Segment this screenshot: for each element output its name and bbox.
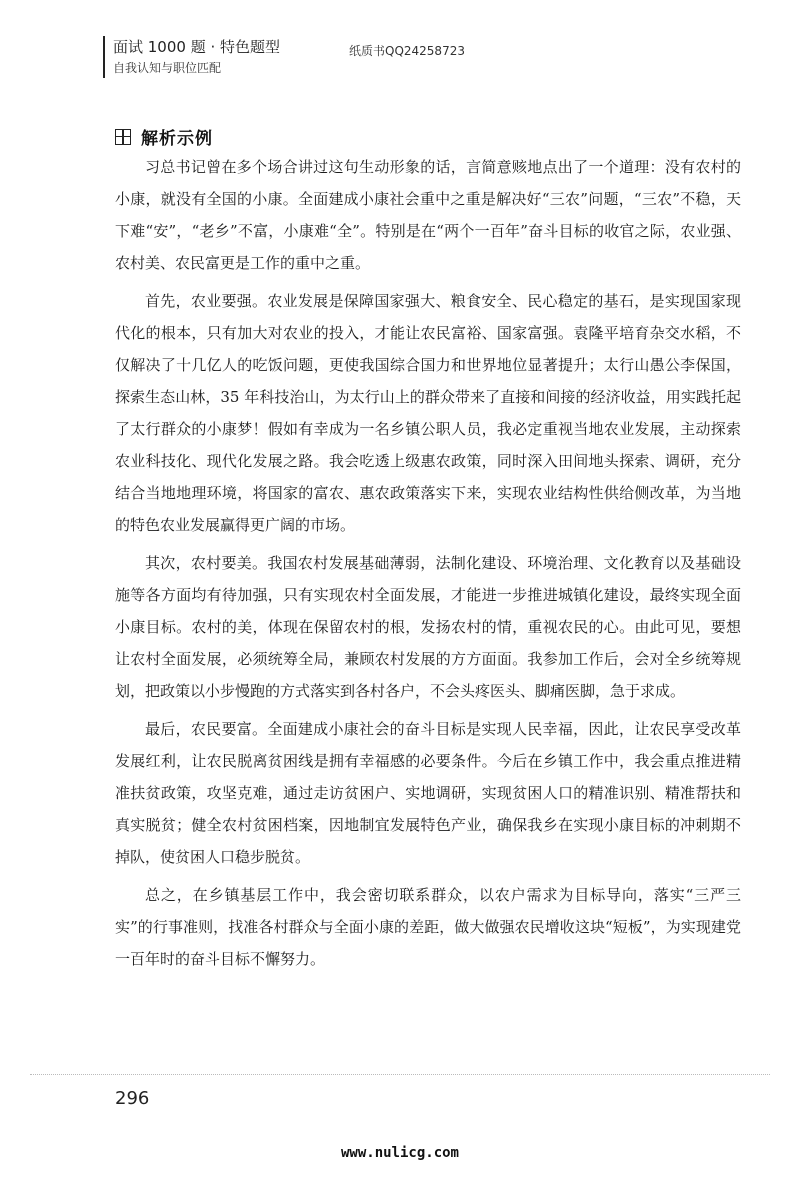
section-title: 解析示例 xyxy=(141,129,213,149)
contact-watermark: 纸质书QQ24258723 xyxy=(349,44,465,58)
footer-url: www.nulicg.com xyxy=(340,1145,459,1161)
paragraph-village: 其次，农村要美。我国农村发展基础薄弱，法制化建设、环境治理、文化教育以及基础设施等各方面均有待加强，只有实现农村全面发展，才能进一步推进城镇化建设，最终实现全面小康目标。农村的美，体现在保留农村的根，发扬农村的情，重视农民的心。由此可见，要想让农村全面发展，必须统筹全局，兼顾农村发展的方方面面。我参加工作后，会对全乡统筹规划，把政策以小步慢跑的方式落实到各村各户，不会头疼医头、脚痛医脚，急于求成。 xyxy=(115,554,741,700)
footer-divider xyxy=(30,1074,770,1075)
grid-box-icon xyxy=(115,129,131,145)
page-number: 296 xyxy=(115,1088,150,1109)
running-header xyxy=(103,36,280,78)
paragraph-conclusion: 总之，在乡镇基层工作中，我会密切联系群众，以农户需求为目标导向，落实“三严三实”的行事准则，找准各村群众与全面小康的差距，做大做强农民增收这块“短板”，为实现建党一百年时的奋斗目标不懈努力。 xyxy=(115,886,741,968)
article-body xyxy=(115,151,741,981)
paragraph-agriculture: 首先，农业要强。农业发展是保障国家强大、粮食安全、民心稳定的基石，是实现国家现代化的根本，只有加大对农业的投入，才能让农民富裕、国家富强。袁隆平培育杂交水稻，不仅解决了十几亿人的吃饭问题，更使我国综合国力和世界地位显著提升；太行山愚公李保国，探索生态山林，35 年科技治山，为太行山上的群众带来了直接和间接的经济收益，用实践托起了太行群众的小康梦！假如有幸成为一名乡镇公职人员，我必定重视当地农业发展，主动探索农业科技化、现代化发展之路。我会吃透上级惠农政策，同时深入田间地头探索、调研，充分结合当地地理环境，将国家的富农、惠农政策落实下来，实现农业结构性供给侧改革，为当地的特色农业发展赢得更广阔的市场。 xyxy=(115,292,741,534)
book-title: 面试 1000 题 · 特色题型 xyxy=(113,38,281,56)
section-heading xyxy=(115,124,213,149)
paragraph-intro: 习总书记曾在多个场合讲过这句生动形象的话，言简意赅地点出了一个道理：没有农村的小康，就没有全国的小康。全面建成小康社会重中之重是解决好“三农”问题，“三农”不稳，天下难“安”，“老乡”不富，小康难“全”。特别是在“两个一百年”奋斗目标的收官之际，农业强、农村美、农民富更是工作的重中之重。 xyxy=(115,158,741,272)
paragraph-farmers: 最后，农民要富。全面建成小康社会的奋斗目标是实现人民幸福，因此，让农民享受改革发展红利，让农民脱离贫困线是拥有幸福感的必要条件。今后在乡镇工作中，我会重点推进精准扶贫政策，攻坚克难，通过走访贫困户、实地调研，实现贫困人口的精准识别、精准帮扶和真实脱贫；健全农村贫困档案，因地制宜发展特色产业，确保我乡在实现小康目标的冲刺期不掉队，使贫困人口稳步脱贫。 xyxy=(115,720,741,866)
chapter-subtitle: 自我认知与职位匹配 xyxy=(113,61,222,75)
